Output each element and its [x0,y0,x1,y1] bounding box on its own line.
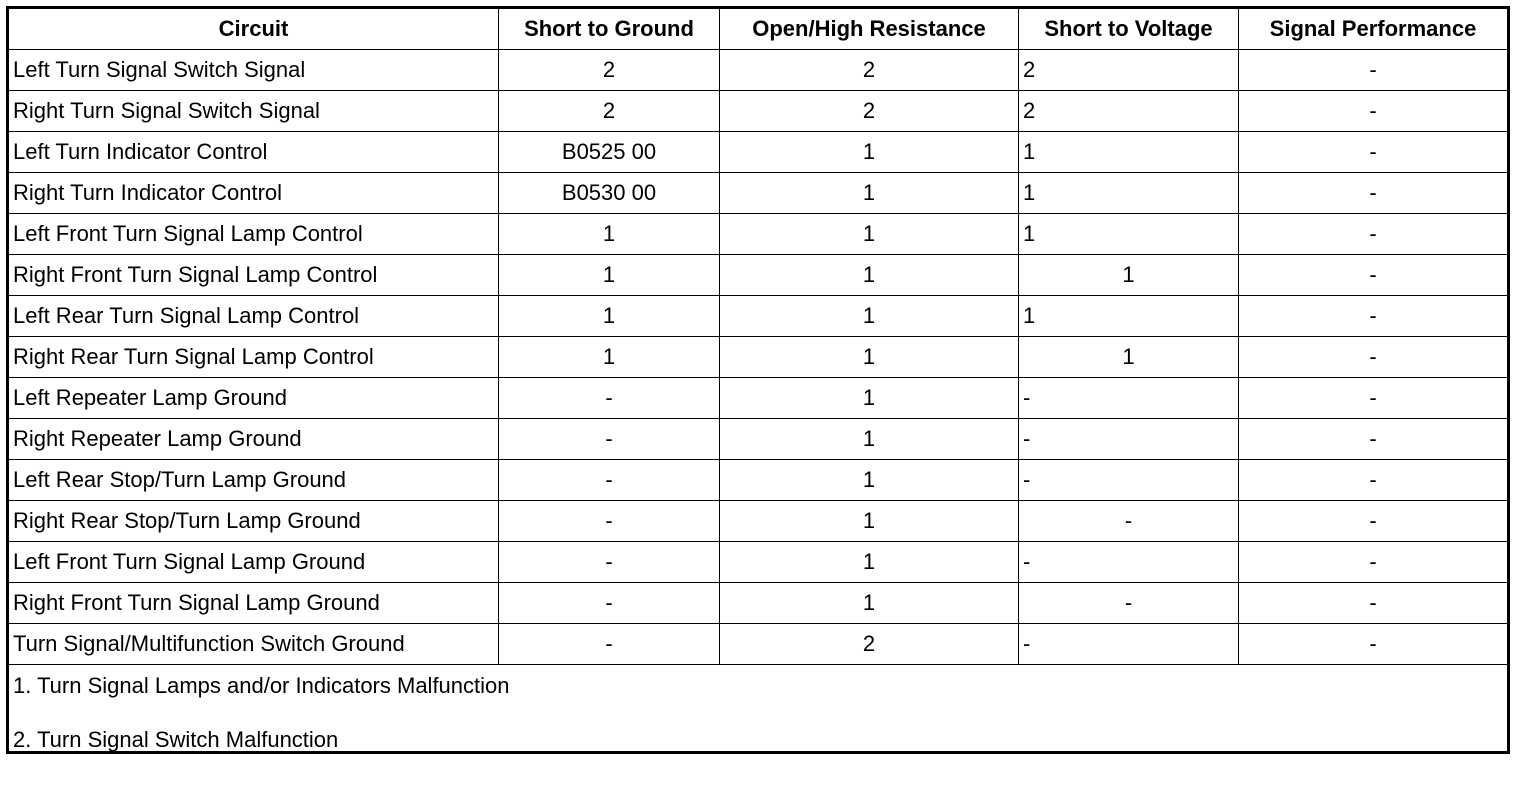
table-row [8,542,1509,583]
open-high-resistance-cell: 1 [720,501,1019,542]
short-to-ground-cell: B0530 00 [499,173,720,214]
short-to-voltage-cell: - [1019,460,1239,501]
signal-performance-cell: - [1239,255,1509,296]
open-high-resistance-cell: 1 [720,419,1019,460]
table-row [8,132,1509,173]
short-to-ground-cell: 1 [499,214,720,255]
circuit-cell: Left Front Turn Signal Lamp Ground [8,542,499,583]
diagnostic-table [6,6,1510,754]
table-row [8,501,1509,542]
header-signal-performance: Signal Performance [1239,8,1509,50]
circuit-cell: Right Rear Turn Signal Lamp Control [8,337,499,378]
table-row [8,50,1509,91]
signal-performance-cell: - [1239,624,1509,665]
table-row [8,378,1509,419]
short-to-voltage-cell: - [1019,378,1239,419]
short-to-voltage-cell: 2 [1019,91,1239,132]
signal-performance-cell: - [1239,419,1509,460]
table-row [8,173,1509,214]
short-to-ground-cell: - [499,624,720,665]
notes-row [8,665,1509,753]
short-to-voltage-cell: 1 [1019,214,1239,255]
header-row [8,8,1509,50]
note-1: 1. Turn Signal Lamps and/or Indicators Malfunction [13,673,510,698]
short-to-ground-cell: 2 [499,91,720,132]
short-to-voltage-cell: - [1019,542,1239,583]
open-high-resistance-cell: 2 [720,50,1019,91]
table-row [8,419,1509,460]
circuit-cell: Left Front Turn Signal Lamp Control [8,214,499,255]
open-high-resistance-cell: 1 [720,255,1019,296]
circuit-cell: Left Turn Indicator Control [8,132,499,173]
table-row [8,214,1509,255]
open-high-resistance-cell: 1 [720,296,1019,337]
open-high-resistance-cell: 1 [720,173,1019,214]
signal-performance-cell: - [1239,214,1509,255]
open-high-resistance-cell: 1 [720,542,1019,583]
short-to-ground-cell: - [499,419,720,460]
short-to-voltage-cell: - [1019,419,1239,460]
short-to-ground-cell: B0525 00 [499,132,720,173]
short-to-voltage-cell: - [1019,583,1239,624]
short-to-ground-cell: - [499,583,720,624]
open-high-resistance-cell: 1 [720,337,1019,378]
short-to-ground-cell: - [499,501,720,542]
table-row [8,255,1509,296]
circuit-cell: Right Repeater Lamp Ground [8,419,499,460]
signal-performance-cell: - [1239,378,1509,419]
circuit-cell: Left Rear Turn Signal Lamp Control [8,296,499,337]
header-short-to-voltage: Short to Voltage [1019,8,1239,50]
short-to-voltage-cell: 1 [1019,337,1239,378]
signal-performance-cell: - [1239,542,1509,583]
open-high-resistance-cell: 2 [720,91,1019,132]
open-high-resistance-cell: 1 [720,378,1019,419]
signal-performance-cell: - [1239,501,1509,542]
short-to-voltage-cell: 2 [1019,50,1239,91]
short-to-voltage-cell: 1 [1019,255,1239,296]
signal-performance-cell: - [1239,173,1509,214]
short-to-voltage-cell: - [1019,501,1239,542]
table-row [8,337,1509,378]
circuit-cell: Right Rear Stop/Turn Lamp Ground [8,501,499,542]
signal-performance-cell: - [1239,337,1509,378]
circuit-cell: Right Turn Indicator Control [8,173,499,214]
circuit-cell: Left Turn Signal Switch Signal [8,50,499,91]
signal-performance-cell: - [1239,50,1509,91]
open-high-resistance-cell: 1 [720,132,1019,173]
open-high-resistance-cell: 1 [720,583,1019,624]
note-2: 2. Turn Signal Switch Malfunction [13,727,339,752]
short-to-voltage-cell: - [1019,624,1239,665]
short-to-ground-cell: 1 [499,337,720,378]
short-to-ground-cell: 2 [499,50,720,91]
circuit-cell: Right Front Turn Signal Lamp Control [8,255,499,296]
table-row [8,296,1509,337]
short-to-ground-cell: - [499,378,720,419]
circuit-cell: Right Turn Signal Switch Signal [8,91,499,132]
header-short-to-ground: Short to Ground [499,8,720,50]
short-to-ground-cell: 1 [499,296,720,337]
short-to-voltage-cell: 1 [1019,296,1239,337]
notes-cell [8,665,1509,753]
open-high-resistance-cell: 2 [720,624,1019,665]
signal-performance-cell: - [1239,583,1509,624]
table-row [8,583,1509,624]
table-row [8,624,1509,665]
signal-performance-cell: - [1239,296,1509,337]
signal-performance-cell: - [1239,132,1509,173]
open-high-resistance-cell: 1 [720,214,1019,255]
circuit-cell: Left Rear Stop/Turn Lamp Ground [8,460,499,501]
table-row [8,91,1509,132]
signal-performance-cell: - [1239,460,1509,501]
short-to-ground-cell: - [499,542,720,583]
circuit-cell: Turn Signal/Multifunction Switch Ground [8,624,499,665]
signal-performance-cell: - [1239,91,1509,132]
short-to-voltage-cell: 1 [1019,132,1239,173]
short-to-voltage-cell: 1 [1019,173,1239,214]
header-open-high-resistance: Open/High Resistance [720,8,1019,50]
short-to-ground-cell: 1 [499,255,720,296]
circuit-cell: Left Repeater Lamp Ground [8,378,499,419]
table-row [8,460,1509,501]
open-high-resistance-cell: 1 [720,460,1019,501]
circuit-cell: Right Front Turn Signal Lamp Ground [8,583,499,624]
header-circuit: Circuit [8,8,499,50]
short-to-ground-cell: - [499,460,720,501]
